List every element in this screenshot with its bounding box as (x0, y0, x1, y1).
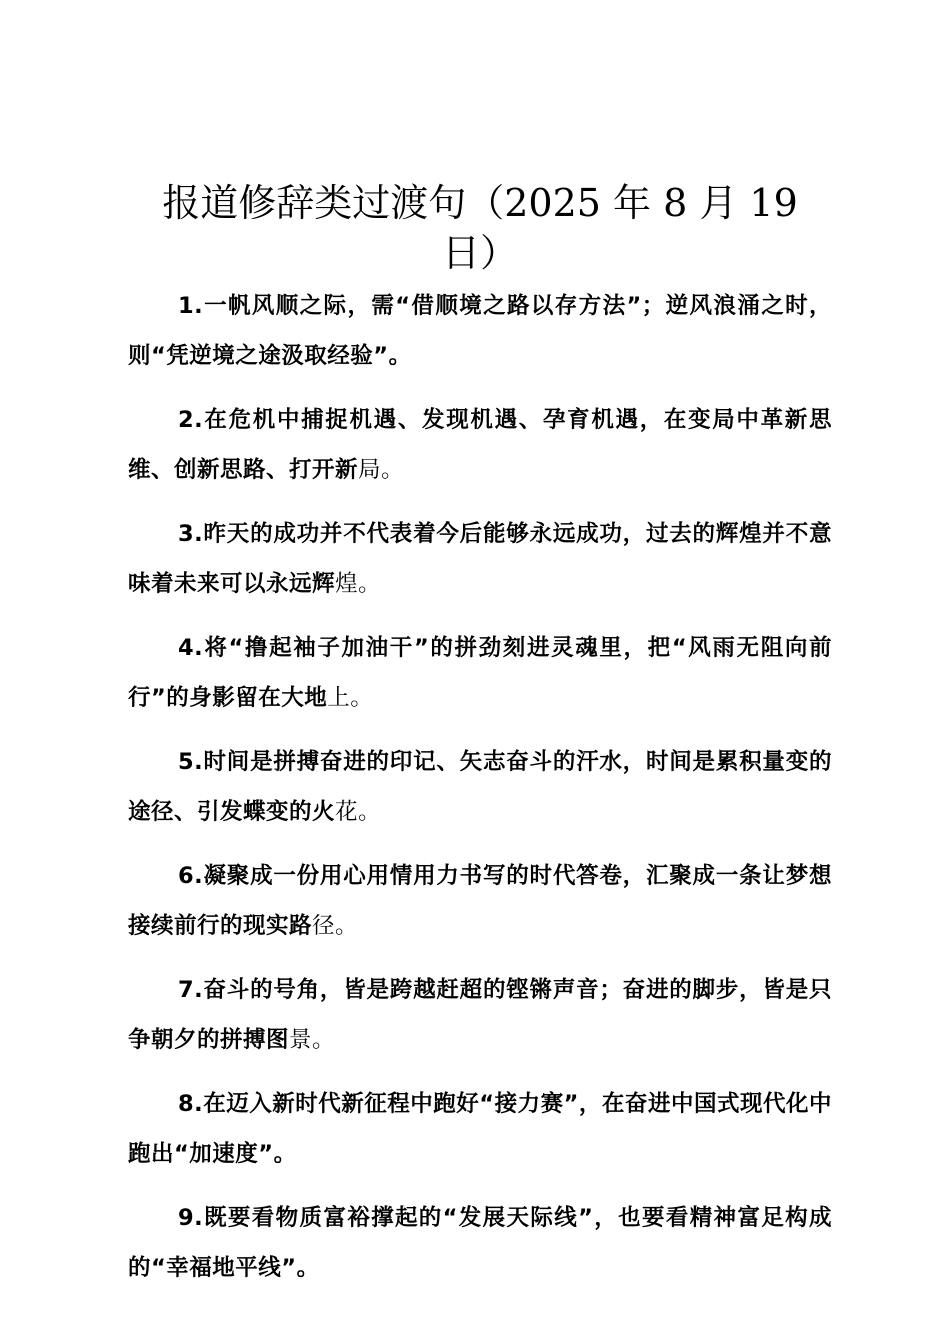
list-item-1 (128, 281, 832, 381)
item-text: 3.昨天的成功并不代表着今后能够永远成功，过去的辉煌并不意味着未来可以永远辉 (128, 521, 832, 597)
list-item-8 (128, 1079, 832, 1179)
item-text: 9.既要看物质富裕撑起的“发展天际线”，也要看精神富足构成的“幸福地平线”。 (128, 1205, 832, 1281)
list-item-3 (128, 509, 832, 609)
document-title: 报道修辞类过渡句（2025 年 8 月 19 日） (162, 181, 798, 275)
item-tail: 局。 (358, 457, 405, 483)
list-item-4 (128, 623, 832, 723)
item-list (128, 281, 832, 1307)
item-text: 2.在危机中捕捉机遇、发现机遇、孕育机遇，在变局中革新思维、创新思路、打开新 (128, 407, 832, 483)
item-tail: 上。 (327, 685, 374, 711)
item-text: 7.奋斗的号角，皆是跨越赶超的铿锵声音；奋进的脚步，皆是只争朝夕的拼搏图 (128, 977, 832, 1053)
item-text: 1.一帆风顺之际，需“借顺境之路以存方法”；逆风浪涌之时，则“凭逆境之途汲取经验”。 (128, 293, 832, 369)
item-tail: 花。 (335, 799, 382, 825)
list-item-6 (128, 851, 832, 951)
list-item-5 (128, 737, 832, 837)
item-tail: 景。 (289, 1027, 336, 1053)
item-text: 8.在迈入新时代新征程中跑好“接力赛”，在奋进中国式现代化中跑出“加速度”。 (128, 1091, 832, 1167)
list-item-9 (128, 1193, 832, 1293)
item-tail: 煌。 (335, 571, 382, 597)
item-text: 4.将“撸起袖子加油干”的拼劲刻进灵魂里，把“风雨无阻向前行”的身影留在大地 (128, 635, 832, 711)
list-item-2 (128, 395, 832, 495)
item-text: 6.凝聚成一份用心用情用力书写的时代答卷，汇聚成一条让梦想接续前行的现实路 (128, 863, 832, 939)
item-text: 5.时间是拼搏奋进的印记、矢志奋斗的汗水，时间是累积量变的途径、引发蝶变的火 (128, 749, 832, 825)
item-tail: 径。 (312, 913, 359, 939)
list-item-7 (128, 965, 832, 1065)
